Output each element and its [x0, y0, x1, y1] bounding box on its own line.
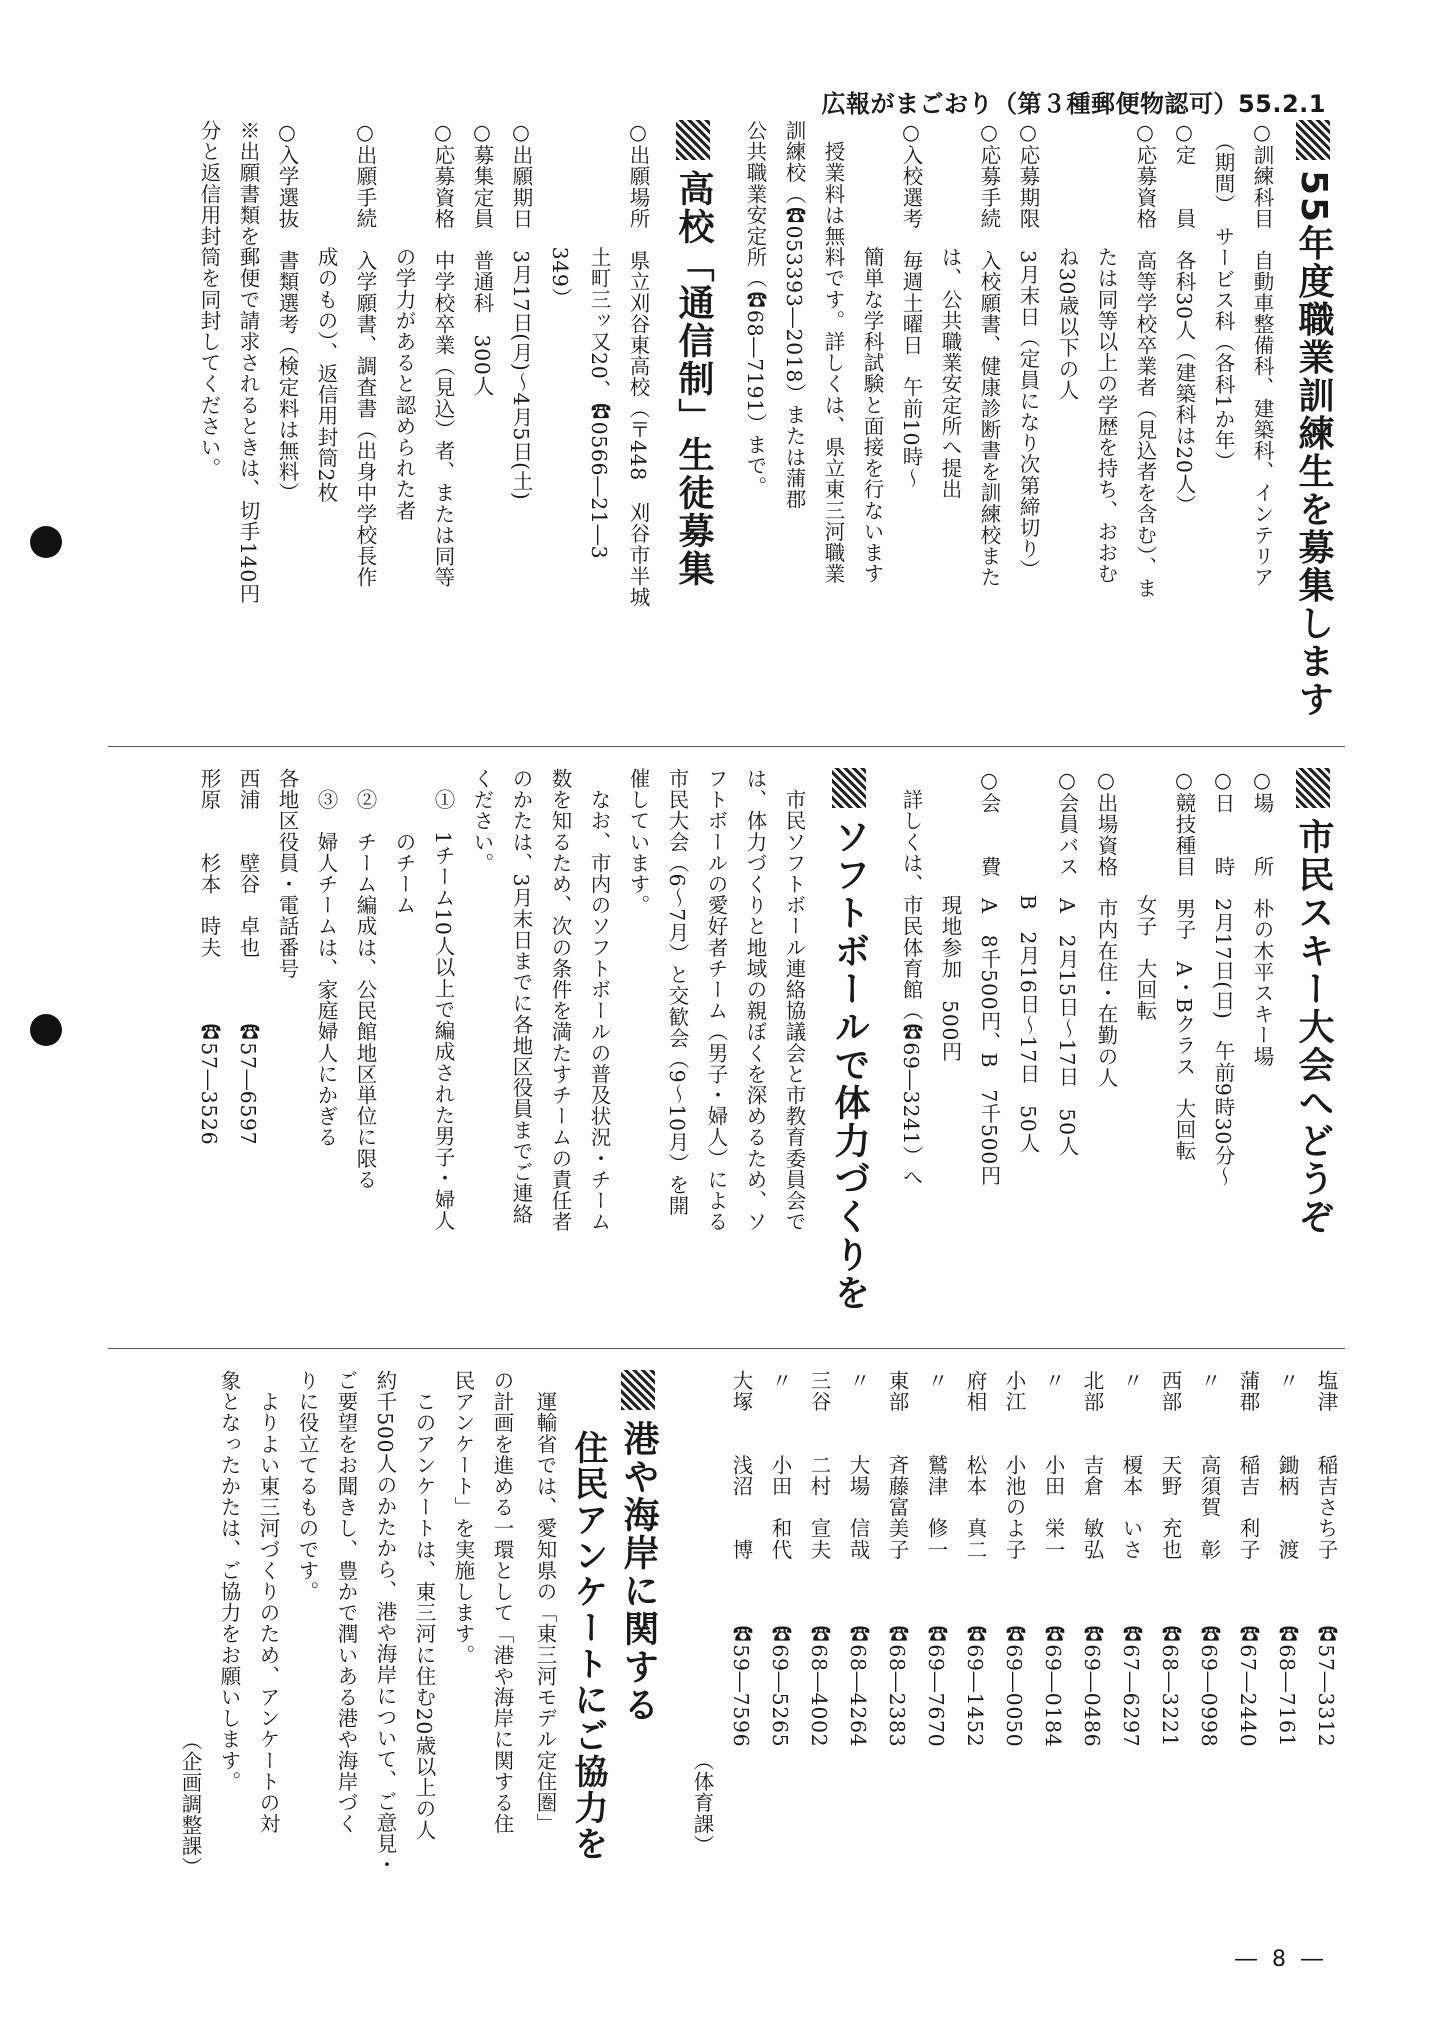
vocational-line: （期間） サービス科（各科1か年）	[1211, 120, 1235, 472]
vocational-line: ○定 員 各科30人（建築科は20人）	[1172, 120, 1196, 516]
softball-officer-row: 〃 鋤柄 渡 ☎68―7161	[1275, 1370, 1299, 1748]
vocational-line: は、公共職業安定所へ提出	[938, 120, 962, 500]
softball-officer-row: 〃 小田 栄一 ☎69―0184	[1041, 1370, 1065, 1748]
vocational-line: ○訓練科目 自動車整備科、建築科、インテリア	[1250, 120, 1274, 588]
vocational-line: たは同等以上の学歴を持ち、おおむ	[1094, 120, 1118, 585]
band-top	[100, 120, 1345, 718]
softball-officer-row: 形原 杉本 時夫 ☎57―3526	[197, 768, 221, 1146]
survey-line: よりよい東三河づくりのため、アンケートの対	[256, 1370, 280, 1835]
survey-line: このアンケートは、東三河に住む20歳以上の人	[412, 1370, 436, 1841]
highschool-line: の学力があると認められた者	[392, 120, 416, 521]
softball-line: ③ 婦人チームは、家庭婦人にかぎる	[314, 768, 338, 1148]
survey-line: 象となったかたは、ご協力をお願いします。	[217, 1370, 241, 1792]
vocational-line: 公共職業安定所（☎68―7191）まで。	[743, 120, 767, 498]
highschool-line: 土町三ッ又20、☎0566―21―3	[587, 120, 611, 560]
band-bottom	[100, 1370, 1345, 1878]
band-middle	[100, 768, 1345, 1312]
section-divider	[108, 746, 1345, 747]
ski-line: 女子 大回転	[1133, 768, 1157, 1022]
vocational-line: 簡単な学科試験と面接を行ないます	[860, 120, 884, 585]
softball-officer-row: 北部 吉倉 敏弘 ☎69―0486	[1080, 1370, 1104, 1748]
highschool-line: ○応募資格 中学校卒業（見込）者、または同等	[431, 120, 455, 588]
softball-title: ソフトボールで体力づくりを	[823, 768, 875, 1312]
softball-officer-row: 西部 天野 充也 ☎68―3221	[1158, 1370, 1182, 1748]
page-header: 広報がまごおり（第３種郵便物認可）55.2.1	[821, 90, 1326, 118]
section-divider	[108, 1348, 1345, 1349]
vocational-line: ○入校選考 毎週土曜日 午前10時～	[899, 120, 923, 489]
vocational-line: ○応募資格 高等学校卒業者（見込者を含む）、ま	[1133, 120, 1157, 599]
section-marker-icon	[1296, 120, 1330, 160]
highschool-line: 分と返信用封筒を同封してください。	[197, 120, 221, 479]
survey-line: 約千500人のかたから、港や海岸について、ご意見・	[373, 1370, 397, 1876]
highschool-line: 349）	[548, 120, 572, 309]
ski-line: 詳しくは、市民体育館（☎69―3241）へ	[899, 768, 923, 1188]
highschool-line: ○募集定員 普通科 300人	[470, 120, 494, 397]
softball-officer-row: 東部 斉藤富美子 ☎68―2383	[885, 1370, 909, 1748]
softball-line: フトボールの愛好者チーム（男子・婦人）による	[704, 768, 728, 1233]
binding-hole-mark	[30, 526, 62, 558]
softball-line: なお、市内のソフトボールの普及状況・チーム	[587, 768, 611, 1233]
ski-line: ○競技種目 男子 A・Bクラス 大回転	[1172, 768, 1196, 1162]
survey-line: の計画を進める一環として「港や海岸に関する住	[490, 1370, 514, 1835]
highschool-line: ○入学選抜 書類選考（検定料は無料）	[275, 120, 299, 504]
survey-line: ご要望をお聞きし、豊かで潤いある港や海岸づく	[334, 1370, 358, 1835]
vocational-line: ね30歳以下の人	[1055, 120, 1079, 401]
page-number: ― 8 ―	[1235, 1947, 1327, 1972]
vocational-line: 授業料は無料です。詳しくは、県立東三河職業	[821, 120, 845, 585]
section-marker-icon	[1296, 768, 1330, 808]
vocational-line: 訓練校（☎053393―2018）または蒲郡	[782, 120, 806, 510]
softball-officer-row: 〃 鷲津 修一 ☎69―7670	[924, 1370, 948, 1748]
softball-officer-row: 〃 大場 信哉 ☎68―4264	[846, 1370, 870, 1748]
survey-line: りに役立てるものです。	[295, 1370, 319, 1603]
vocational-line: ○応募期限 3月末日（定員になり次第締切り）	[1016, 120, 1040, 581]
softball-signature: （体育課）	[690, 1750, 714, 1856]
survey-signature: （企画調整課）	[178, 1730, 202, 1878]
softball-officer-row: 大塚 浅沼 博 ☎59―7596	[729, 1370, 753, 1748]
highschool-title: 高校「通信制」生徒募集	[667, 120, 719, 588]
ski-line: ○日 時 2月17日(日) 午前9時30分～	[1211, 768, 1235, 1188]
softball-line: のチーム	[392, 768, 416, 916]
binding-hole-mark	[30, 1014, 62, 1046]
softball-line: ② チーム編成は、公民館地区単位に限る	[353, 768, 377, 1190]
softball-officer-row: 西浦 壁谷 卓也 ☎57―6597	[236, 768, 260, 1146]
vocational-title: 55年度職業訓練生を募集します	[1287, 120, 1339, 718]
section-marker-icon	[676, 120, 710, 160]
ski-line: ○会員バス A 2月15日～17日 50人	[1055, 768, 1079, 1157]
softball-line: 市民大会（6～7月）と交歓会（9～10月）を開	[665, 768, 689, 1217]
softball-officer-row: 小江 小池のよ子 ☎69―0050	[1002, 1370, 1026, 1748]
softball-officer-row: 府相 松本 真二 ☎69―1452	[963, 1370, 987, 1748]
highschool-line: ○出願手続 入学願書、調査書（出身中学校長作	[353, 120, 377, 588]
ski-title: 市民スキー大会へどうぞ	[1287, 768, 1339, 1236]
softball-officer-row: 蒲郡 稲吉 利子 ☎67―2440	[1236, 1370, 1260, 1748]
softball-line: 市民ソフトボール連絡協議会と市教育委員会で	[782, 768, 806, 1233]
softball-officer-row: 〃 高須賀 彰 ☎69―0998	[1197, 1370, 1221, 1748]
softball-line: 催しています。	[626, 768, 650, 916]
highschool-line: ○出願期日 3月17日(月)～4月5日(土)	[509, 120, 533, 501]
softball-officer-row: 〃 小田 和代 ☎69―5265	[768, 1370, 792, 1748]
ski-line: ○場 所 朴の木平スキー場	[1250, 768, 1274, 1067]
highschool-line: ※出願書類を郵便で請求されるときは、切手140円	[236, 120, 260, 605]
ski-line: 現地参加 500円	[938, 768, 962, 1063]
ski-line: ○出場資格 市内在住・在勤の人	[1094, 768, 1118, 1088]
softball-line: 各地区役員・電話番号	[275, 768, 299, 979]
vocational-line: ○応募手続 入校願書、健康診断書を訓練校また	[977, 120, 1001, 588]
highschool-line: ○出願場所 県立刈谷東高校（〒448 刈谷市半城	[626, 120, 650, 608]
softball-officer-row: 塩津 稲吉さち子 ☎57―3312	[1314, 1370, 1338, 1748]
softball-line: は、体力づくりと地域の親ぼくを深めるため、ソ	[743, 768, 767, 1233]
survey-line: 運輸省では、愛知県の「東三河モデル定住圏」	[533, 1370, 557, 1835]
softball-officer-row: 三谷 二村 宣夫 ☎68―4002	[807, 1370, 831, 1748]
survey-title: 港や海岸に関する	[612, 1370, 664, 1724]
softball-officer-row: 〃 榎本 いさ ☎67―6297	[1119, 1370, 1143, 1748]
softball-line: のかたは、3月末日までに各地区役員までご連絡	[509, 768, 533, 1225]
section-marker-icon	[832, 768, 866, 808]
softball-line: 数を知るため、次の条件を満たすチームの責任者	[548, 768, 572, 1233]
softball-line: ください。	[470, 768, 494, 874]
section-marker-icon	[621, 1370, 655, 1410]
ski-line: B 2月16日～17日 50人	[1016, 768, 1040, 1154]
softball-line: ① 1チーム10人以上で編成された男子・婦人	[431, 768, 455, 1231]
survey-title-line2: 住民アンケートにご協力を	[568, 1430, 608, 1862]
ski-line: ○会 費 A 8千500円、B 7千500円	[977, 768, 1001, 1187]
highschool-line: 成のもの）、返信用封筒2枚	[314, 120, 338, 504]
survey-line: 民アンケート」を実施します。	[451, 1370, 475, 1666]
